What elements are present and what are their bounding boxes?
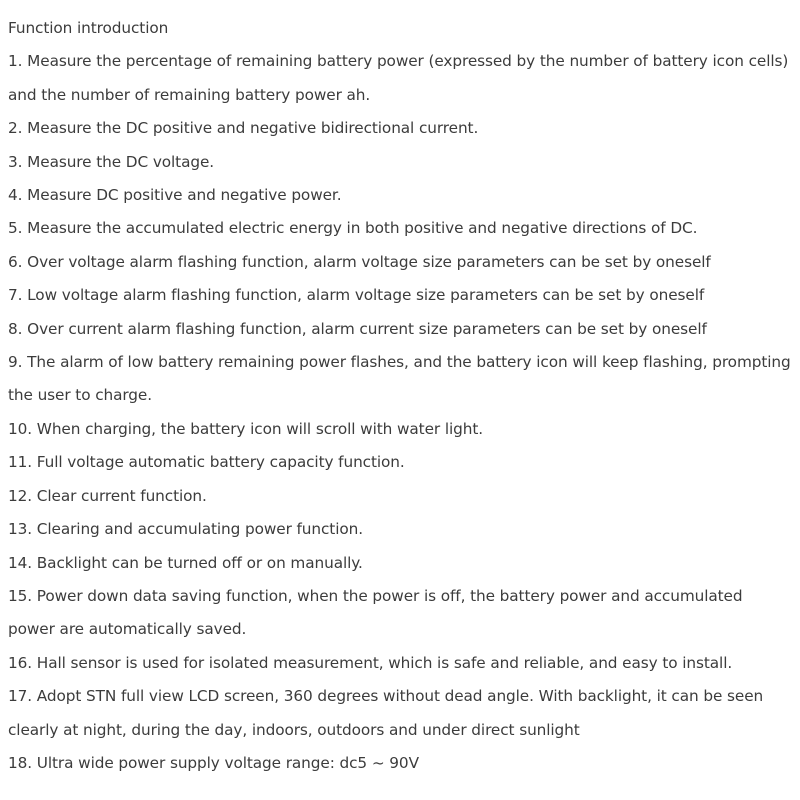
text-line-14: 12. Clear current function. bbox=[8, 486, 207, 505]
text-line-22: 18. Ultra wide power supply voltage range: dc5 ~ 90V bbox=[8, 753, 419, 772]
text-line-3: 2. Measure the DC positive and negative bidirectional current. bbox=[8, 119, 479, 138]
text-line-15: 13. Clearing and accumulating power function. bbox=[8, 520, 363, 539]
text-line-1: 1. Measure the percentage of remaining battery power (expressed by the number of battery icon cells) bbox=[8, 52, 789, 71]
text-line-6: 5. Measure the accumulated electric energy in both positive and negative directions of DC. bbox=[8, 219, 698, 238]
text-line-10: 9. The alarm of low battery remaining power flashes, and the battery icon will keep flashing, prompting bbox=[8, 353, 791, 372]
text-line-8: 7. Low voltage alarm flashing function, alarm voltage size parameters can be set by oneself bbox=[8, 286, 705, 305]
text-line-19: 16. Hall sensor is used for isolated measurement, which is safe and reliable, and easy to install. bbox=[8, 653, 733, 672]
text-line-11: the user to charge. bbox=[8, 386, 152, 405]
text-line-17: 15. Power down data saving function, when the power is off, the battery power and accumulated bbox=[8, 586, 743, 605]
text-line-7: 6. Over voltage alarm flashing function, alarm voltage size parameters can be set by oneself bbox=[8, 252, 711, 271]
text-line-16: 14. Backlight can be turned off or on manually. bbox=[8, 553, 363, 572]
text-line-21: clearly at night, during the day, indoors, outdoors and under direct sunlight bbox=[8, 720, 580, 739]
function-introduction-document bbox=[8, 12, 793, 780]
text-line-13: 11. Full voltage automatic battery capacity function. bbox=[8, 453, 405, 472]
text-line-5: 4. Measure DC positive and negative power. bbox=[8, 186, 342, 205]
document-title: Function introduction bbox=[8, 19, 169, 37]
text-line-20: 17. Adopt STN full view LCD screen, 360 degrees without dead angle. With backlight, it can be seen bbox=[8, 687, 764, 706]
text-line-9: 8. Over current alarm flashing function, alarm current size parameters can be set by oneself bbox=[8, 319, 707, 338]
text-line-4: 3. Measure the DC voltage. bbox=[8, 152, 215, 171]
text-line-2: and the number of remaining battery power ah. bbox=[8, 85, 371, 104]
text-line-12: 10. When charging, the battery icon will scroll with water light. bbox=[8, 419, 484, 438]
text-line-18: power are automatically saved. bbox=[8, 620, 247, 639]
